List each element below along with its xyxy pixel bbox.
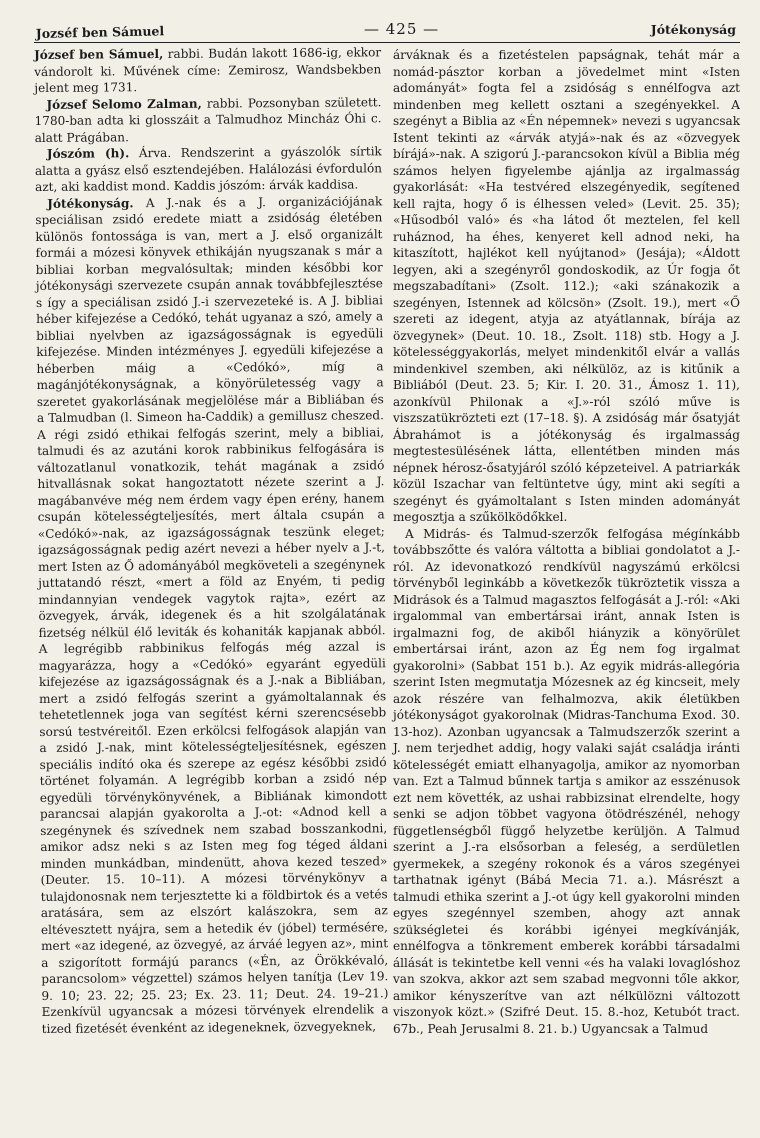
entry-text: Árva. Rendszerint a gyászolók sírtik alatta a gyász első esztendejében. Halálozási évfordulón azt, aki kaddist mond. Kaddis jószóm: árvák kaddisa. bbox=[34, 144, 383, 194]
paragraph: A Midrás- és Talmud-szerzők felfogása mégínkább továbbszőtte és valóra váltotta a bibliai gondolatot a J.-ról. Az idevonatkozó rendkívül nagyszámú erkölcsi törvényből leginkább a következők tükröztetik vissza a Midrások és a Talmud magasztos felfogását a J.-ról: «Aki irgalommal van embertársai iránt, annak Isten is irgalmazni fog, de akiből hiányzik a könyörület embertársai iránt, azon az Ég nem fog irgalmat gyakorolni» (Sabbat 151 b.). Az egyik midrás-allegória szerint Isten megmutatja Mózesnek az ég kincseit, mely azok részére van felhalmozva, akik életükben jótékonyságot gyakorolnak (Midras-Tanchuma Exod. 30. 13-hoz). Azonban ugyancsak a Talmudszerzők szerint a J. nem terjedhet addig, hogy valaki saját családja iránti kötelességét emiatt elhanyagolja, amikor az nyomorban van. Ezt a Talmud bűnnek tartja s amikor az esszénusok ezt nem követték, az ushai rabbizsinat elrendelte, hogy senki se adjon többet vagyona ötödrészénél, nehogy függetlenségből függő helyzetbe kerüljön. A Talmud szerint a J.-ra elsősorban a feleség, a serdületlen gyermekek, a szegény rokonok és a város szegényei tarthatnak igényt (Bábá Mecia 71. a.). Másrészt a talmudi ethika szerint a J.-ot úgy kell gyakorolni minden egyes szegénnyel szemben, ahogy azt annak szükségletei és korábbi igényei megkívánják, ennélfogva a tönkrement emberek korábbi társadalmi állását is tekintetbe kell venni «és ha valaki lovaglóshoz van szokva, akkor azt sem szabad megvonni tőle akkor, amikor kényszerítve van azt nélkülözni változott viszonyok közt.» (Szifré Deut. 15. 8.-hoz, Ketubót tract. 67b., Peah Jerusalmi 8. 21. b.) Ugyancsak a Talmud bbox=[393, 526, 740, 1036]
entry-headword: Jószóm (h). bbox=[46, 146, 130, 161]
entry-jotekonysag bbox=[35, 193, 389, 1037]
paragraph: árváknak és a fizetéstelen papságnak, tehát már a nomád-pásztor korban a jövedelmet mint «Isten adományát» fogta fel a zsidóság s ennélfogva azt mindenben meg kellett osztani a szegényekkel. A szegényt a Biblia az «Én népemnek» nevezi s ugyancsak Istent tekinti az «árvák atyjá»-nak és az «özvegyek bírájá»-nak. A szigorú J.-parancsokon kívül a Biblia még számos helyen figyelembe ajánlja az irgalmasság gyakorlását: «Ha testvéred elszegényedik, segítened kell rajta, hogy ő is élhessen veled» (Levit. 25. 35); «Hűsodból való» és «ha látod őt meztelen, fel kell ruháznod, ha éhes, kenyeret kell adnod neki, ha kitaszított, hajlékot kell nyújtanod» (Jesája); «Áldott legyen, aki a szegényről gondoskodik, az Úr fogja őt megszabadítani» (Zsolt. 112.); «aki szánakozik a szegényen, Istennek ad kölcsön» (Zsolt. 19.), mert «Ő szereti az idegent, atyja az atyátlannak, bírája az özvegynek» (Deut. 10. 18., Zsolt. 118) stb. Hogy a J. kötelességgyakorlás, melyet mindenkitől elvár a vallás mindenkivel szemben, aki nélkülöz, az is kitűnik a Bibliából (Deut. 23. 5; Kir. I. 20. 31., Ámosz 1. 11), azonkívül Philonak a «J.»-ról szóló műve is viszszatükrözteti ezt (17–18. §). A zsidóság már ősatyját Ábrahámot is a jótékonyság és irgalmasság megtestesülésének látta, ellentétben minden más népnek hérosz-ősatyjáról szóló képzeteivel. A patriarkák közül Iszachar van feltüntetve úgy, mint aki segíti a szegényt és gyámoltalant s Isten minden adományát megosztja a szűkölködőkkel. bbox=[393, 48, 740, 524]
entry-headword: Jótékonyság. bbox=[47, 195, 134, 211]
running-header bbox=[34, 18, 740, 43]
entry-jozsef-selomo-zalman bbox=[34, 94, 381, 146]
entry-headword: József Selomo Zalman, bbox=[46, 96, 202, 112]
entry-text: A J.-nak és a J. organizációjának speciálisan zsidó eredete miatt a zsidóság életében különös fontossága is van, mert a J. első organizált formái a mózesi könyvek ethikáján nyugszanak s már a bibliai korban megvalósultak; minden későbbi kor jótékonysági szervezete csupán annak továbbfejlesztése s így a speciálisan zsidó J.-i szervezeteké is. A J. bibliai héber kifejezése a Cedókó, tehát ugyanaz a szó, amely a bibliai nyelvben az igazságosságnak is egyedüli kifejezése. Minden intézményes J. egyedüli kifejezése a héberben máig a «Cedókó», míg a magánjótékonyságnak, a könyörületesség vagy a szeretet gyakorlásának megjelölése már a Bibliában és a Talmudban (l. Simeon ha-Caddik) a gemillusz cheszed. A régi zsidó ethikai felfogás szerint, mely a bibliai, talmudi és az azutáni korok rabbinikus felfogására is változatlanul vonatkozik, tehát magának a zsidó hitvallásnak sokat hangoztatott nézete szerint a J. magábanvéve még nem érdem vagy épen erény, hanem csupán kötelességteljesítés, mert általa csupán a «Cedókó»-nak, az igazságosságnak teszünk eleget; igazságosságnak pedig azért nevezi a héber nyelv a J.-t, mert Isten az Ő adományából megköveteli a szegénynek juttatandó részt, «mert a föld az Enyém, ti pedig mindannyian vendegek vagytok rajta», ezért az özvegyek, árvák, idegenek és a hit szolgálatának fizetség nélkül élő leviták és kohaniták kapjanak abból. A legrégibb rabbinikus felfogás még azzal is magyarázza, hogy a «Cedókó» egyaránt egyedüli kifejezése az igazságosságnak és a J.-nak a Bibliában, mert a zsidó felfogás szerint a gyámoltalannak és tehetetlennek joga van segítést kérni szerencsésebb sorsú testvéreitől. Ezen erkölcsi felfogások alapján van a zsidó J.-nak, mint kötelességteljesítésnek, egészen speciális indító oka és szerepe az egész későbbi zsidó történet folyamán. A legrégibb korban a zsidó nép egyedüli törvénykönyvének, a Bibliának kimondott parancsai alapján gyakorolta a J.-ot: «Adnod kell a szegénynek és szívednek nem szabad bosszankodni, amikor adsz neki s az Isten meg fog téged áldani minden munkádban, mindenütt, ahova kezed teszed» (Deuter. 15. 10–11). A mózesi törvénykönyv a tulajdonosnak nem terjesztette ki a földbirtok és a vetés aratására, sem az elszórt kalászokra, sem az eltévesztett nyájra, sem a hetedik év (jóbel) termésére, mert «az idegené, az özvegyé, az árváé legyen az», mint a szigorított formájú parancs («Én, az Örökkévaló, parancsolom» végzettel) számos helyen tanítja (Lev 19. 9. 10; 23. 22; 25. 23; Ex. 23. 11; Deut. 24. 19–21.) Ezenkívül ugyancsak a mózesi törvények elrendelik a tized fizetését évenként az idegeneknek, özvegyeknek, bbox=[35, 193, 389, 1036]
left-column bbox=[34, 44, 389, 1037]
entry-jozsef-ben-samuel bbox=[34, 44, 381, 96]
entry-joszom bbox=[35, 143, 382, 195]
header-left-title: Jozséf ben Sámuel bbox=[35, 23, 165, 41]
page-number: — 425 — bbox=[364, 20, 440, 38]
entry-text: rabbi. Budán lakott 1686-ig, ekkor vándorolt ki. Művének címe: Zemirosz, Wandsbekben jelent meg 1731. bbox=[34, 45, 382, 95]
right-column bbox=[393, 47, 740, 1037]
header-right-title: Jótékonyság bbox=[650, 22, 736, 37]
entry-text: rabbi. Pozsonyban született. 1780-ban adta ki glosszáit a Talmudhoz Mincház Óhi c. alatt Prágában. bbox=[34, 94, 382, 145]
text-columns bbox=[34, 47, 740, 1037]
entry-headword: József ben Sámuel, bbox=[34, 46, 164, 62]
